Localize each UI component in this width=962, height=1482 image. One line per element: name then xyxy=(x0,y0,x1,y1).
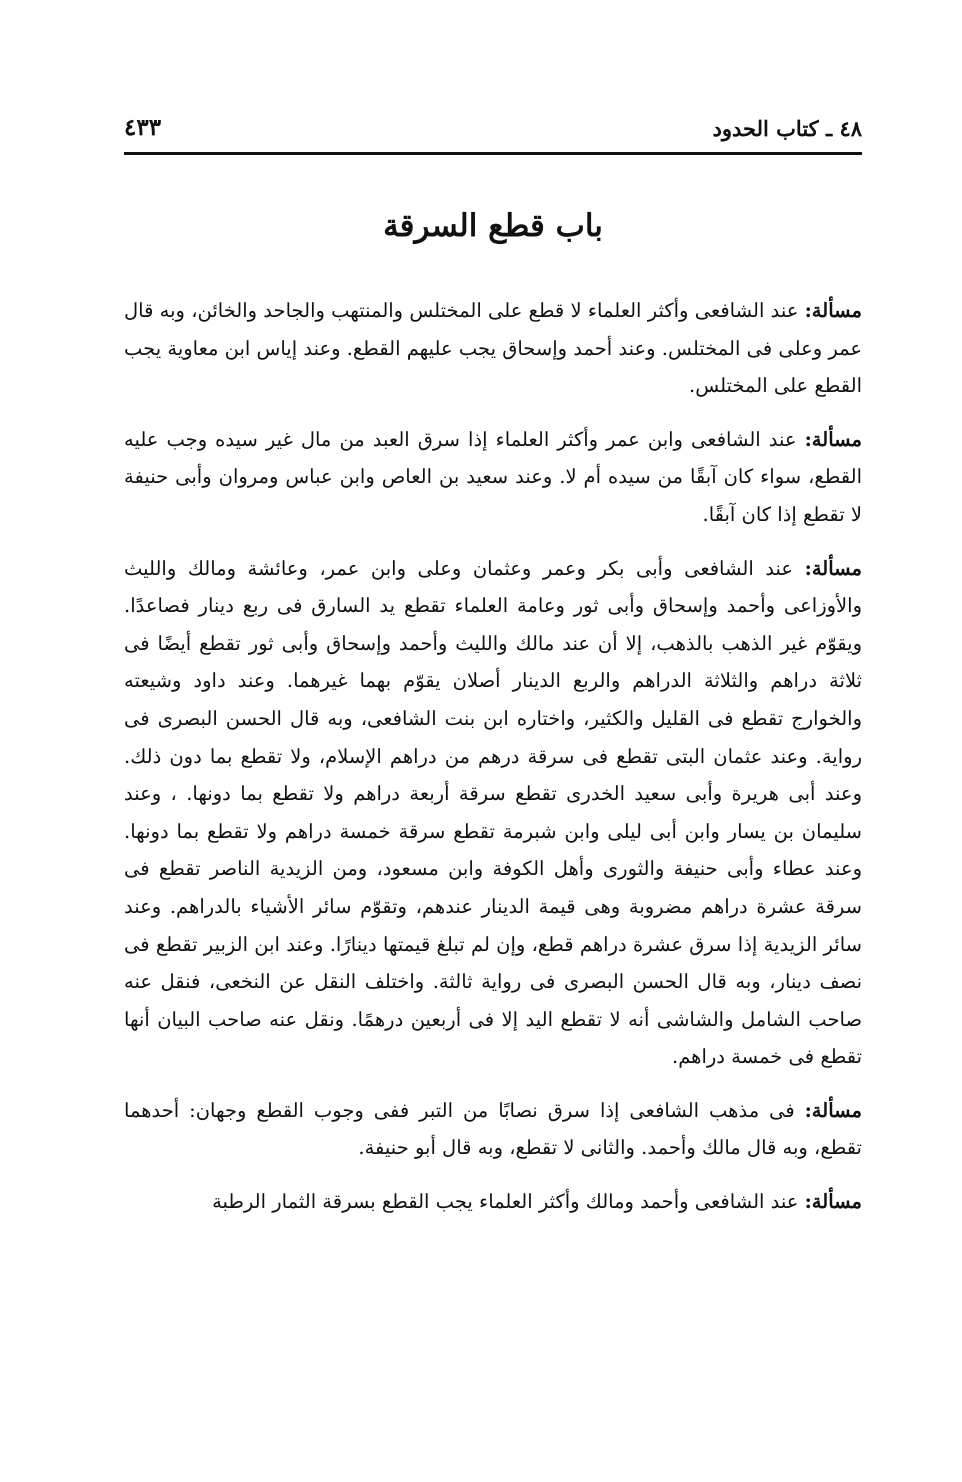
running-header xyxy=(124,112,862,155)
issue-text: عند الشافعى وابن عمر وأكثر العلماء إذا سرق العبد من مال غير سيده وجب عليه القطع، سواء كان آبقًا من سيده أم لا. وعند سعيد بن العاص وابن عباس ومروان وأبى حنيفة لا تقطع إذا كان آبقًا. xyxy=(124,427,862,526)
section-title: ٤٨ ـ كتاب الحدود xyxy=(712,116,862,141)
issue-label: مسألة: xyxy=(804,1190,862,1214)
issue-text: عند الشافعى وأبى بكر وعمر وعثمان وعلى وابن عمر، وعائشة ومالك والليث والأوزاعى وأحمد وإسحاق وأبى ثور وعامة العلماء تقطع يد السارق فى ربع دينار فصاعدًا. ويقوّم غير الذهب بالذهب، إلا أن عند مالك والليث وأحمد وإسحاق وأبى ثور تقطع أيضًا فى ثلاثة دراهم والثلاثة الدراهم والربع الدينار أصلان يقوّم بهما غيرهما. وعند داود وشيعته والخوارج تقطع فى القليل والكثير، واختاره ابن بنت الشافعى، وبه قال الحسن البصرى فى رواية. وعند عثمان البتى تقطع فى سرقة درهم من دراهم الإسلام، ولا تقطع بما دون ذلك. وعند أبى هريرة وأبى سعيد الخدرى تقطع سرقة أربعة دراهم ولا تقطع بما دونها. ، وعند سليمان بن يسار وابن أبى ليلى وابن شبرمة تقطع سرقة خمسة دراهم ولا تقطع بما دونها. وعند عطاء وأبى حنيفة والثورى وأهل الكوفة وابن مسعود، ومن الزيدية الناصر تقطع فى سرقة عشرة دراهم مضروبة وهى قيمة الدينار عندهم، وتقوّم سائر الأشياء بالدراهم. وعند سائر الزيدية إذا سرق عشرة دراهم قطع، وإن لم تبلغ قيمتها دينارًا. وعند ابن الزبير تقطع فى نصف دينار، وبه قال الحسن البصرى فى رواية ثالثة. واختلف النقل عن النخعى، فنقل عنه صاحب الشامل والشاشى أنه لا تقطع اليد إلا فى أربعين درهمًا. ونقل عنه صاحب البيان أنها تقطع فى خمسة دراهم. xyxy=(124,556,862,1069)
issue-label: مسألة: xyxy=(804,299,862,322)
issue-text: عند الشافعى وأكثر العلماء لا قطع على المختلس والمنتهب والجاحد والخائن، وبه قال عمر وعلى فى المختلس. وعند أحمد وإسحاق يجب عليهم القطع. وعند إياس ابن معاوية يجب القطع على المختلس. xyxy=(124,299,862,398)
issue-label: مسألة: xyxy=(804,556,863,580)
issue-paragraph xyxy=(124,1183,862,1221)
issue-text: عند الشافعى وأحمد ومالك وأكثر العلماء يجب القطع بسرقة الثمار الرطبة xyxy=(212,1190,799,1214)
issue-paragraph xyxy=(124,421,862,534)
issue-paragraph xyxy=(124,292,862,405)
page-number: ٤٣٣ xyxy=(124,114,162,141)
issue-paragraph xyxy=(124,550,862,1076)
issue-label: مسألة: xyxy=(804,1098,862,1122)
body-text xyxy=(124,292,862,1237)
chapter-title: باب قطع السرقة xyxy=(383,208,603,244)
issue-label: مسألة: xyxy=(804,427,862,451)
issue-paragraph xyxy=(124,1092,862,1167)
issue-text: فى مذهب الشافعى إذا سرق نصابًا من التبر ففى وجوب القطع وجهان: أحدهما تقطع، وبه قال مالك وأحمد. والثانى لا تقطع، وبه قال أبو حنيفة. xyxy=(124,1098,862,1160)
